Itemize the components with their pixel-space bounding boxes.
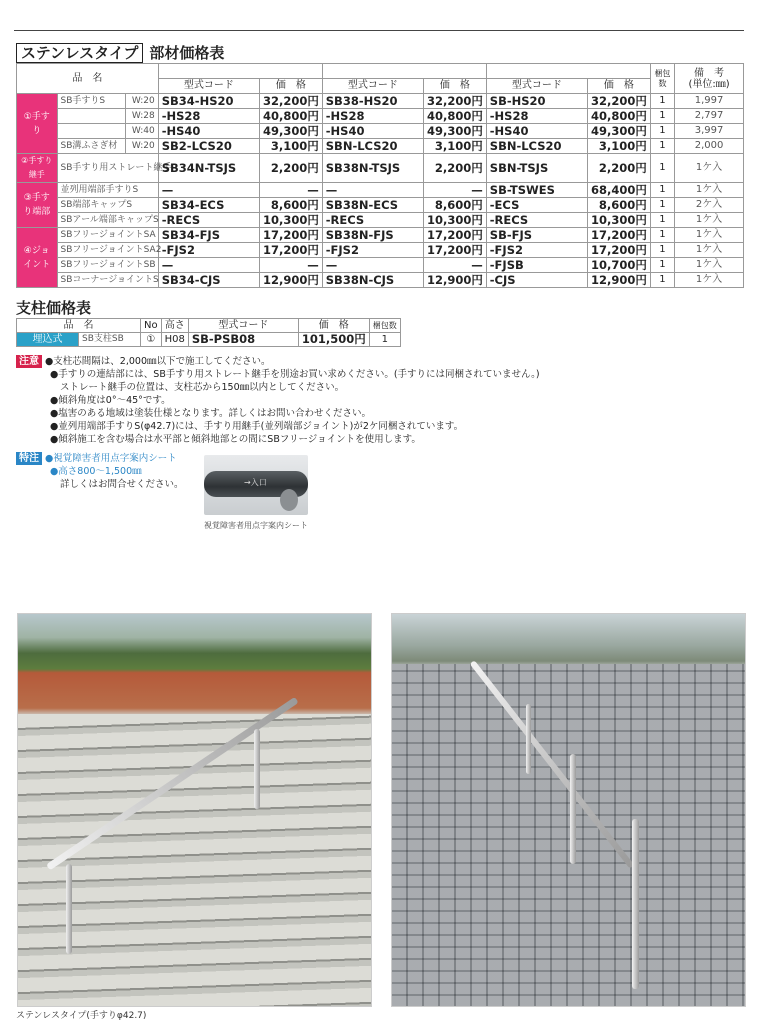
braille-sheet-image: [204, 455, 308, 515]
bracket-shape: [280, 489, 298, 511]
price-34: 17,200円: [260, 243, 323, 258]
table-row: [17, 213, 744, 228]
note-value: 1ケ入: [675, 154, 744, 183]
price-34: 17,200円: [260, 228, 323, 243]
price-34: 32,200円: [260, 94, 323, 109]
code-42: -FJS2: [486, 243, 587, 258]
code-34: SB34-HS20: [158, 94, 259, 109]
price-42: 8,600円: [588, 198, 651, 213]
pack-count: 1: [650, 109, 674, 124]
note-value: 1ケ入: [675, 273, 744, 288]
price-42: 10,700円: [588, 258, 651, 273]
code-34: SB34-ECS: [158, 198, 259, 213]
col-code-34: 型式コード: [158, 79, 259, 94]
note-value: 1ケ入: [675, 183, 744, 198]
pack-count: 1: [650, 154, 674, 183]
pack-count: 1: [650, 243, 674, 258]
post-shape: [254, 729, 260, 809]
table-row: [17, 258, 744, 273]
price-34: —: [260, 258, 323, 273]
parts-table-title: 部材価格表: [149, 44, 225, 62]
code-42: -ECS: [486, 198, 587, 213]
col-code-38: 型式コード: [322, 79, 423, 94]
post-type-badge: 埋込式: [17, 333, 79, 347]
custom-order-notes: [16, 452, 184, 491]
price-42: 17,200円: [588, 228, 651, 243]
table-row: [17, 198, 744, 213]
note-line: ●傾斜施工を含む場合は水平部と傾斜地部との間にSBフリージョイントを使用します。: [50, 434, 421, 445]
post-shape: [632, 819, 639, 989]
table-row: [17, 154, 744, 183]
pack-count: 1: [650, 228, 674, 243]
code-42: SB-HS20: [486, 94, 587, 109]
code-42: SB-FJS: [486, 228, 587, 243]
item-name: SBアール端部キャップS: [57, 213, 158, 228]
unit-label: (単位:㎜): [688, 78, 730, 90]
item-name: [57, 124, 126, 139]
code-38: SB38N-CJS: [322, 273, 423, 288]
post-pack: 1: [369, 333, 400, 347]
size-34-header: φ34: [158, 64, 322, 79]
price-34: —: [260, 183, 323, 198]
price-38: 40,800円: [424, 109, 487, 124]
item-name: SBフリージョイントSA2: [57, 243, 158, 258]
post-col-height: 高さ: [161, 319, 188, 333]
post-price-table: [16, 318, 401, 347]
note-line: ストレート継手の位置は、支柱芯から150㎜以内としてください。: [60, 382, 345, 393]
col-item: 品 名: [17, 64, 159, 94]
top-rule: [14, 30, 744, 31]
code-34: -HS40: [158, 124, 259, 139]
code-38: -HS40: [322, 124, 423, 139]
price-38: 3,100円: [424, 139, 487, 154]
table-row: [17, 228, 744, 243]
price-34: 12,900円: [260, 273, 323, 288]
post-col-code: 型式コード: [188, 319, 298, 333]
category-badge: ③手すり端部: [17, 183, 58, 228]
code-38: SBN-LCS20: [322, 139, 423, 154]
item-width: W:20: [126, 139, 158, 154]
table-row: [17, 183, 744, 198]
code-34: -HS28: [158, 109, 259, 124]
item-name: 並列用端部手すりS: [57, 183, 158, 198]
code-42: -FJSB: [486, 258, 587, 273]
category-badge: ①手すり: [17, 94, 58, 154]
item-name: SB手すり用ストレート継手: [57, 154, 158, 183]
note-line: ●並列用端部手すりS(φ42.7)には、手すり用継手(並列端部ジョイント)が2ケ同梱されています。: [50, 421, 464, 432]
size-38-header: φ38: [322, 64, 486, 79]
code-34: -RECS: [158, 213, 259, 228]
price-38: 17,200円: [424, 243, 487, 258]
code-34: SB34N-TSJS: [158, 154, 259, 183]
code-38: -HS28: [322, 109, 423, 124]
post-price: 101,500円: [298, 333, 369, 347]
post-shape: [526, 704, 531, 774]
col-price-38: 価 格: [424, 79, 487, 94]
pack-count: 1: [650, 183, 674, 198]
code-34: SB34-CJS: [158, 273, 259, 288]
price-38: 12,900円: [424, 273, 487, 288]
pack-count: 1: [650, 273, 674, 288]
post-height: H08: [161, 333, 188, 347]
table-row: [17, 94, 744, 109]
item-width: W:40: [126, 124, 158, 139]
code-34: SB34-FJS: [158, 228, 259, 243]
braille-text: →入口: [244, 478, 267, 487]
price-42: 40,800円: [588, 109, 651, 124]
note-value: 1ケ入: [675, 228, 744, 243]
post-shape: [66, 864, 72, 954]
code-42: SB-TSWES: [486, 183, 587, 198]
item-name: [57, 109, 126, 124]
code-38: SB38N-TSJS: [322, 154, 423, 183]
price-38: 10,300円: [424, 213, 487, 228]
item-name: SB手すりS: [57, 94, 126, 109]
item-width: W:28: [126, 109, 158, 124]
feature-line: ●高さ800〜1,500㎜: [50, 466, 142, 477]
post-col-price: 価 格: [298, 319, 369, 333]
note-value: 2,797: [675, 109, 744, 124]
post-price-title: 支柱価格表: [16, 299, 92, 317]
price-38: 32,200円: [424, 94, 487, 109]
note-line: ●手すりの連結部には、SB手すり用ストレート継手を別途お買い求めください。(手すりには同梱されていません。): [50, 369, 540, 380]
item-width: W:20: [126, 94, 158, 109]
note-line: ●支柱芯間隔は、2,000㎜以下で施工してください。: [45, 356, 271, 367]
col-price-42: 価 格: [588, 79, 651, 94]
code-34: SB2-LCS20: [158, 139, 259, 154]
category-badge: ④ジョイント: [17, 228, 58, 288]
code-42: -HS28: [486, 109, 587, 124]
code-38: SB38N-ECS: [322, 198, 423, 213]
col-price-34: 価 格: [260, 79, 323, 94]
price-34: 2,200円: [260, 154, 323, 183]
price-34: 49,300円: [260, 124, 323, 139]
item-name: SBコーナージョイントS: [57, 273, 158, 288]
bottom-caption: ステンレスタイプ(手すりφ42.7): [16, 1011, 147, 1021]
table-row: [17, 124, 744, 139]
table-row: [17, 243, 744, 258]
code-38: SB38N-FJS: [322, 228, 423, 243]
note-value: 1,997: [675, 94, 744, 109]
post-code: SB-PSB08: [188, 333, 298, 347]
code-38: SB38-HS20: [322, 94, 423, 109]
pack-count: 1: [650, 124, 674, 139]
price-42: 32,200円: [588, 94, 651, 109]
price-38: 2,200円: [424, 154, 487, 183]
braille-caption: 視覚障害者用点字案内シート: [204, 521, 308, 530]
pack-count: 1: [650, 94, 674, 109]
table-row: [17, 273, 744, 288]
price-42: 49,300円: [588, 124, 651, 139]
walkway-photo: [391, 613, 746, 1007]
price-42: 17,200円: [588, 243, 651, 258]
pack-count: 1: [650, 198, 674, 213]
note-line: ●塩害のある地域は塗装仕様となります。詳しくはお問い合わせください。: [50, 408, 372, 419]
category-badge: ②手すり継手: [17, 154, 58, 183]
price-38: 49,300円: [424, 124, 487, 139]
price-42: 3,100円: [588, 139, 651, 154]
price-34: 8,600円: [260, 198, 323, 213]
price-34: 10,300円: [260, 213, 323, 228]
code-34: —: [158, 258, 259, 273]
note-value: 1ケ入: [675, 258, 744, 273]
code-38: —: [322, 183, 423, 198]
code-42: SBN-TSJS: [486, 154, 587, 183]
pack-count: 1: [650, 258, 674, 273]
pack-count: 1: [650, 213, 674, 228]
note-line: ●傾斜角度は0°〜45°です。: [50, 395, 171, 406]
item-name: SB端部キャップS: [57, 198, 158, 213]
price-42: 68,400円: [588, 183, 651, 198]
note-value: 2,000: [675, 139, 744, 154]
pack-count: 1: [650, 139, 674, 154]
table-row: [17, 109, 744, 124]
price-34: 3,100円: [260, 139, 323, 154]
code-42: -RECS: [486, 213, 587, 228]
code-34: -FJS2: [158, 243, 259, 258]
price-38: 17,200円: [424, 228, 487, 243]
price-34: 40,800円: [260, 109, 323, 124]
feature-line: 詳しくはお問合せください。: [60, 479, 184, 490]
note-value: 3,997: [675, 124, 744, 139]
price-42: 12,900円: [588, 273, 651, 288]
price-38: —: [424, 183, 487, 198]
parts-price-table: [16, 63, 744, 288]
code-38: -RECS: [322, 213, 423, 228]
parts-price-title: [16, 42, 224, 63]
post-no: ①: [141, 333, 162, 347]
code-42: -HS40: [486, 124, 587, 139]
post-col-item: 品 名: [17, 319, 141, 333]
code-38: -FJS2: [322, 243, 423, 258]
post-shape: [570, 754, 576, 864]
note-label: 備 考: [694, 67, 725, 79]
price-38: —: [424, 258, 487, 273]
price-38: 8,600円: [424, 198, 487, 213]
size-42-header: φ42.7: [486, 64, 650, 79]
item-name: SBフリージョイントSB: [57, 258, 158, 273]
code-38: —: [322, 258, 423, 273]
stainless-type-label: ステンレスタイプ: [16, 43, 143, 63]
custom-label: 特注: [16, 452, 42, 465]
col-code-42: 型式コード: [486, 79, 587, 94]
col-pack: 梱包数: [650, 64, 674, 94]
note-value: 1ケ入: [675, 213, 744, 228]
item-name: SBフリージョイントSA: [57, 228, 158, 243]
note-value: 1ケ入: [675, 243, 744, 258]
price-42: 2,200円: [588, 154, 651, 183]
feature-line: ●視覚障害者用点字案内シート: [45, 453, 177, 464]
table-row: [17, 139, 744, 154]
price-42: 10,300円: [588, 213, 651, 228]
caution-notes: [16, 355, 540, 446]
paving-pattern: [392, 664, 745, 1006]
code-42: SBN-LCS20: [486, 139, 587, 154]
post-name: SB支柱SB: [79, 333, 141, 347]
code-42: -CJS: [486, 273, 587, 288]
item-name: SB溝ふさぎ材: [57, 139, 126, 154]
post-col-pack: 梱包数: [369, 319, 400, 333]
post-col-no: No: [141, 319, 162, 333]
note-value: 2ケ入: [675, 198, 744, 213]
stairs-photo: [17, 613, 372, 1007]
code-34: —: [158, 183, 259, 198]
col-note: [675, 64, 744, 94]
stairs-steps: [18, 714, 371, 1006]
caution-label: 注意: [16, 355, 42, 368]
